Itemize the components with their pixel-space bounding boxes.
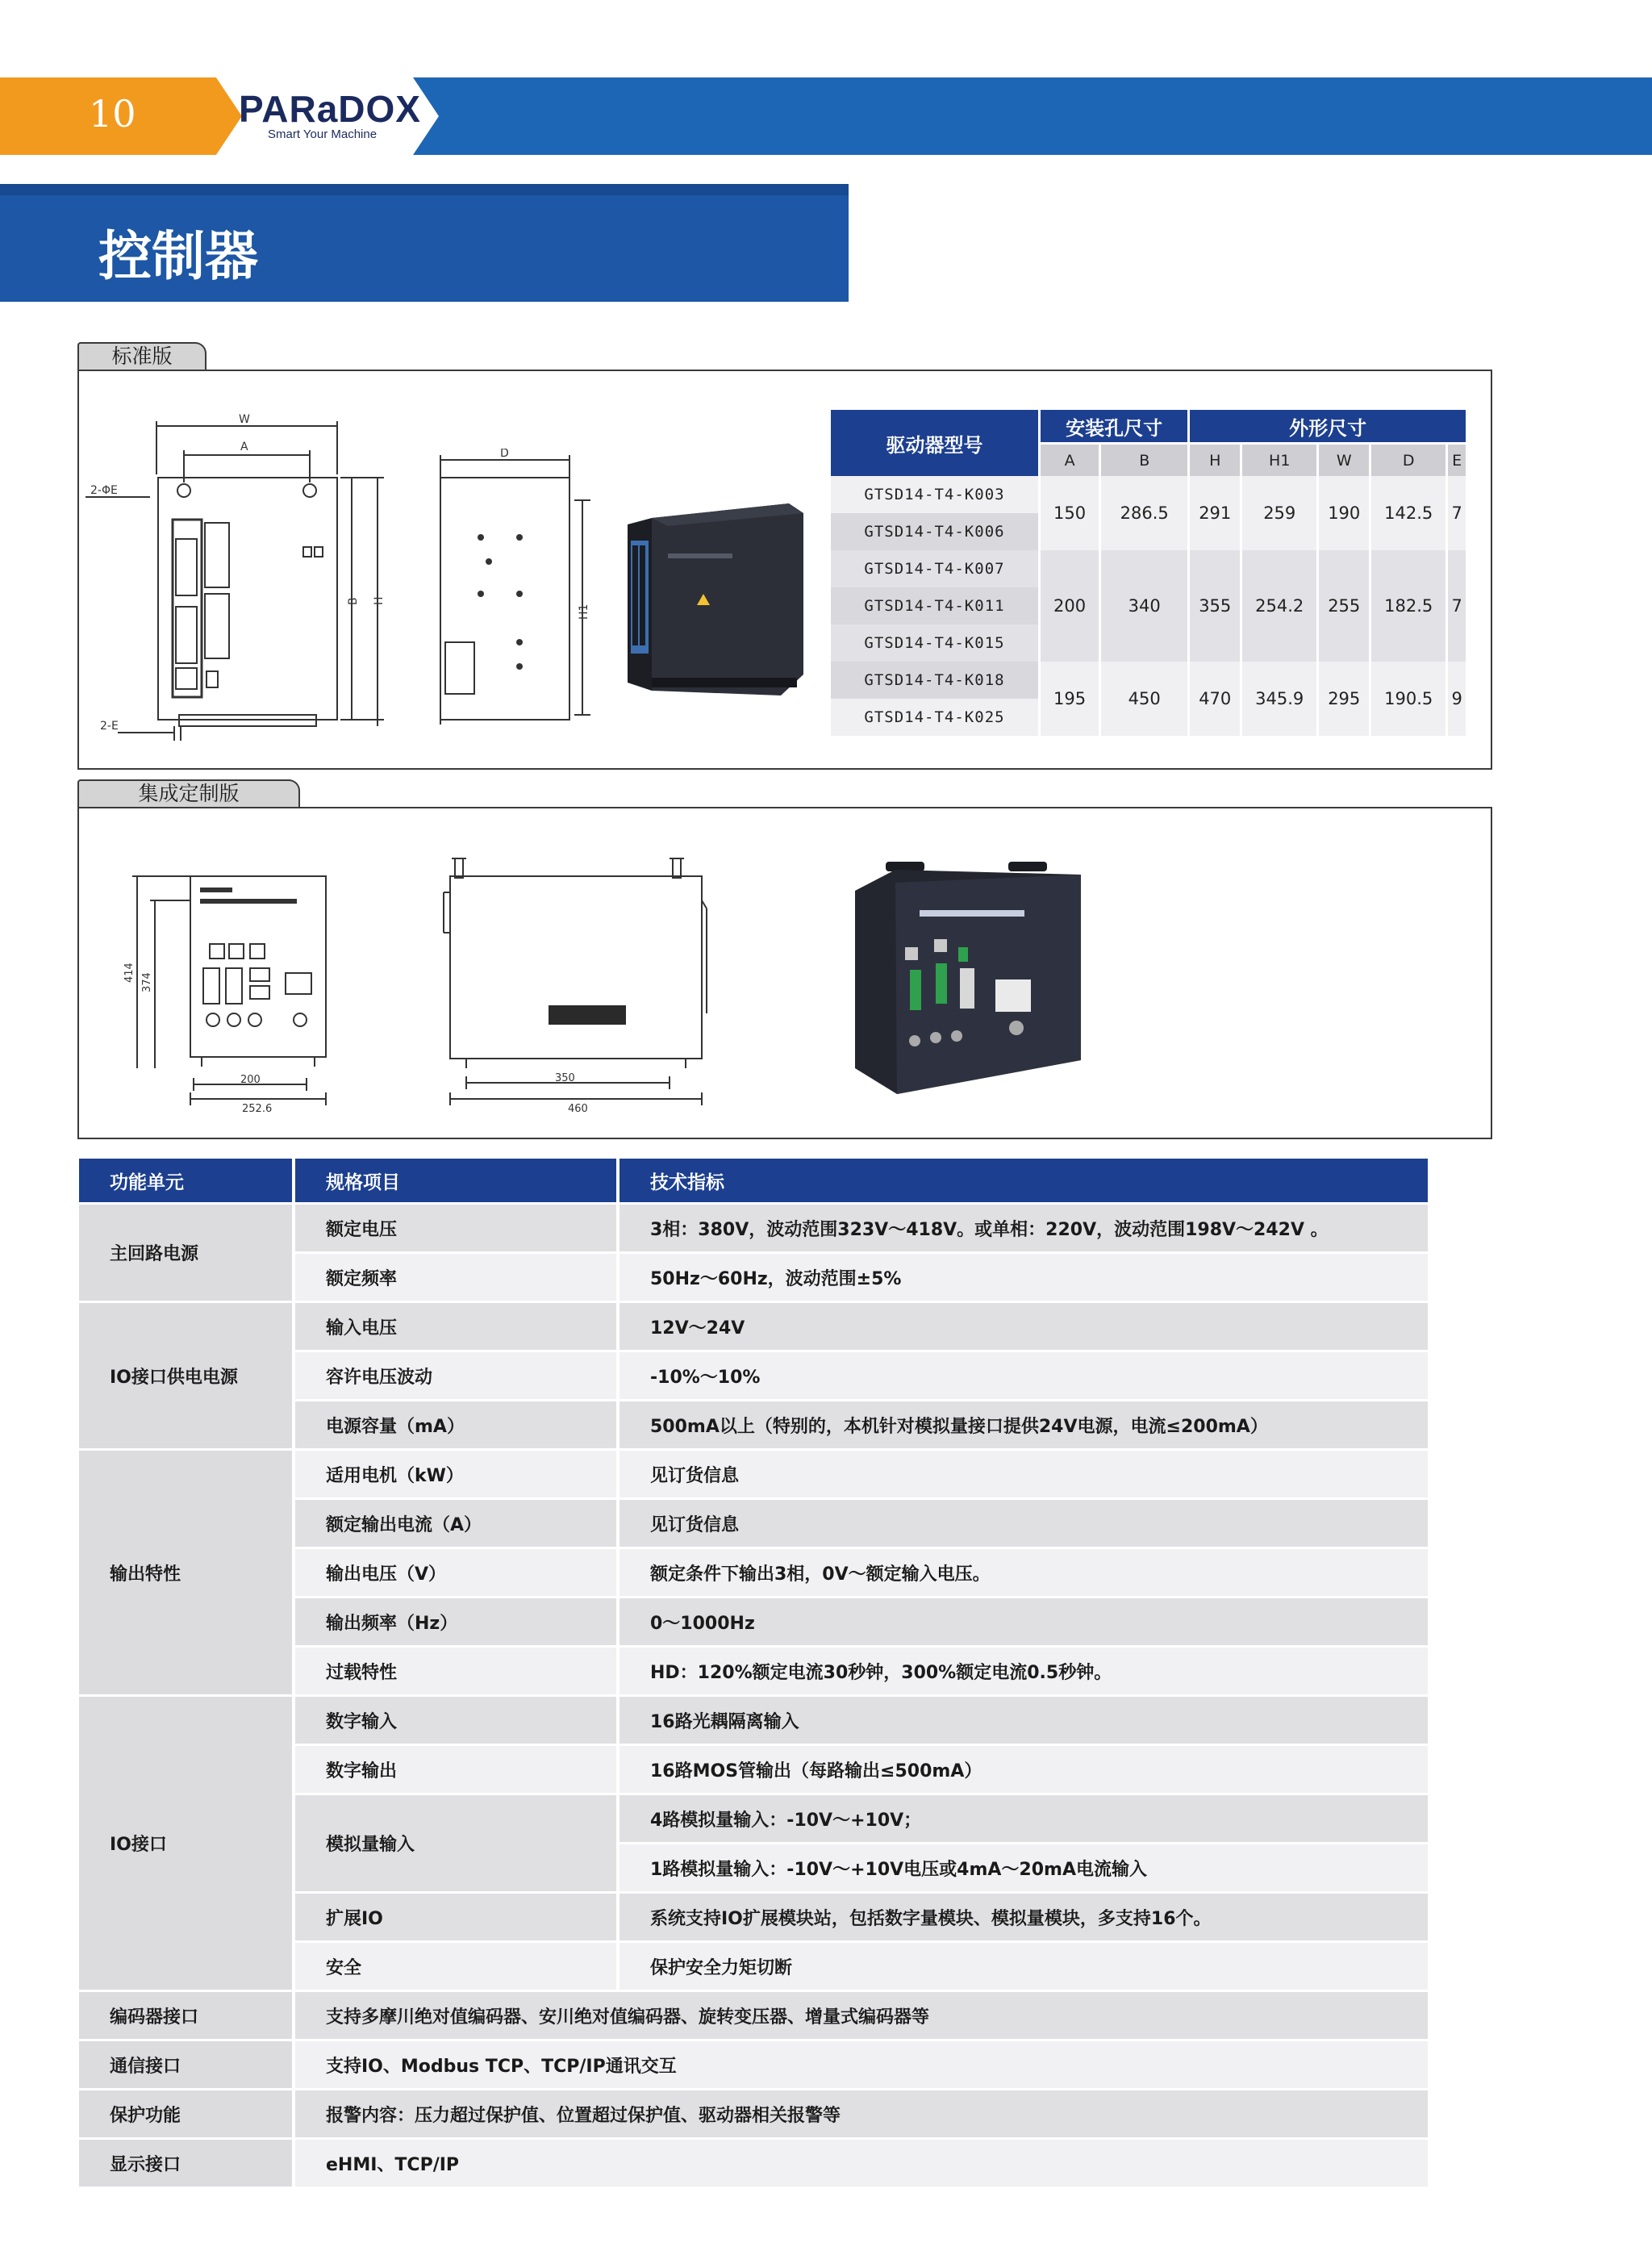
unit-output: 输出特性: [79, 1448, 295, 1694]
sub-b: B: [1101, 442, 1190, 476]
table-row: 主回路电源 额定电压 3相：380V，波动范围323V～418V。或单相：220V，波动范围198V～242V 。: [79, 1202, 1431, 1251]
col-outer: 外形尺寸: [1190, 410, 1468, 442]
dimension-table: [831, 410, 1468, 736]
table-row: 安全 保护安全力矩切断: [79, 1940, 1431, 1990]
sub-a: A: [1041, 442, 1101, 476]
dim-label-460: 460: [568, 1103, 588, 1115]
spec-table: [79, 1159, 1431, 2187]
sub-h: H: [1190, 442, 1242, 476]
table-row: 输出频率（Hz） 0～1000Hz: [79, 1596, 1431, 1645]
col-model: 驱动器型号: [831, 410, 1041, 476]
table-row: 保护功能 报警内容：压力超过保护值、位置超过保护值、驱动器相关报警等: [79, 2088, 1431, 2137]
dim-label-350: 350: [555, 1072, 575, 1084]
unit-comm: 通信接口: [79, 2039, 295, 2088]
unit-io-power: IO接口供电电源: [79, 1301, 295, 1448]
table-row: 输出特性 适用电机（kW） 见订货信息: [79, 1448, 1431, 1497]
table-row: GTSD14-T4-K003 150 286.5 291 259 190 142.5 7: [831, 476, 1468, 513]
table-row: 通信接口 支持IO、Modbus TCP、TCP/IP通讯交互: [79, 2039, 1431, 2088]
table-row: 1路模拟量输入：-10V～+10V电压或4mA～20mA电流输入: [79, 1842, 1431, 1891]
header-band: [0, 77, 1652, 155]
table-row: 显示接口 eHMI、TCP/IP: [79, 2137, 1431, 2187]
brand-tagline: Smart Your Machine: [268, 127, 378, 141]
sub-e: E: [1448, 442, 1468, 476]
dim-label-hole: 2-ΦE: [90, 484, 118, 497]
header-unit: 功能单元: [79, 1159, 295, 1202]
table-row: GTSD14-T4-K025: [831, 699, 1468, 736]
header-item: 规格项目: [295, 1159, 620, 1202]
dim-label-200: 200: [240, 1074, 261, 1086]
table-row: 扩展IO 系统支持IO扩展模块站，包括数字量模块、模拟量模块，多支持16个。: [79, 1891, 1431, 1940]
sub-w: W: [1319, 442, 1371, 476]
table-row: 额定频率 50Hz～60Hz，波动范围±5%: [79, 1251, 1431, 1301]
table-row: 容许电压波动 -10%～10%: [79, 1350, 1431, 1399]
tab-custom: 集成定制版: [77, 779, 300, 807]
table-row: GTSD14-T4-K011: [831, 587, 1468, 624]
page-title: 控制器: [98, 225, 258, 287]
dim-label-b: B: [347, 597, 360, 605]
table-row: GTSD14-T4-K018 195 450 470 345.9 295 190.5 9: [831, 662, 1468, 699]
table-row: IO接口供电电源 输入电压 12V～24V: [79, 1301, 1431, 1350]
table-row: IO接口 数字输入 16路光耦隔离输入: [79, 1694, 1431, 1744]
dim-label-374: 374: [141, 972, 153, 992]
dim-label-w: W: [239, 413, 250, 426]
dim-label-252: 252.6: [242, 1103, 273, 1113]
dim-label-a: A: [240, 441, 248, 453]
standard-drive-photo: [620, 492, 810, 707]
custom-front-drawing: [113, 855, 355, 1113]
table-row: 额定输出电流（A） 见订货信息: [79, 1497, 1431, 1547]
unit-display: 显示接口: [79, 2137, 295, 2187]
table-row: GTSD14-T4-K015: [831, 624, 1468, 662]
table-row: 输出电压（V） 额定条件下输出3相，0V～额定输入电压。: [79, 1547, 1431, 1596]
page-number: 10: [89, 92, 136, 136]
unit-protection: 保护功能: [79, 2088, 295, 2137]
tab-standard: 标准版: [77, 342, 206, 370]
dim-label-edge: 2-E: [100, 720, 119, 733]
custom-cabinet-photo: [847, 850, 1089, 1109]
table-row: GTSD14-T4-K007 200 340 355 254.2 255 182.5 7: [831, 550, 1468, 587]
unit-main-power: 主回路电源: [79, 1202, 295, 1301]
sub-d: D: [1371, 442, 1448, 476]
table-row: 数字输出 16路MOS管输出（每路输出≤500mA）: [79, 1744, 1431, 1793]
table-row: 电源容量（mA） 500mA以上（特别的，本机针对模拟量接口提供24V电源，电流≤200mA）: [79, 1399, 1431, 1448]
table-row: 过载特性 HD：120%额定电流30秒钟，300%额定电流0.5秒钟。: [79, 1645, 1431, 1694]
standard-side-drawing: [424, 449, 602, 739]
table-row: 编码器接口 支持多摩川绝对值编码器、安川绝对值编码器、旋转变压器、增量式编码器等: [79, 1990, 1431, 2039]
unit-encoder: 编码器接口: [79, 1990, 295, 2039]
unit-io: IO接口: [79, 1694, 295, 1990]
table-row: GTSD14-T4-K006: [831, 513, 1468, 550]
header-spec: 技术指标: [620, 1159, 1431, 1202]
standard-front-drawing: [86, 410, 416, 749]
dim-label-d: D: [500, 449, 509, 460]
dim-label-h: H: [373, 596, 386, 605]
sub-h1: H1: [1242, 442, 1319, 476]
title-band: [0, 184, 849, 302]
col-mount: 安装孔尺寸: [1041, 410, 1190, 442]
custom-side-drawing: [436, 852, 718, 1118]
dim-label-h1: H1: [578, 604, 590, 620]
dim-label-414: 414: [123, 963, 136, 983]
brand-logo: PARaDOX: [239, 88, 421, 130]
table-row: 模拟量输入 4路模拟量输入：-10V～+10V；: [79, 1793, 1431, 1842]
